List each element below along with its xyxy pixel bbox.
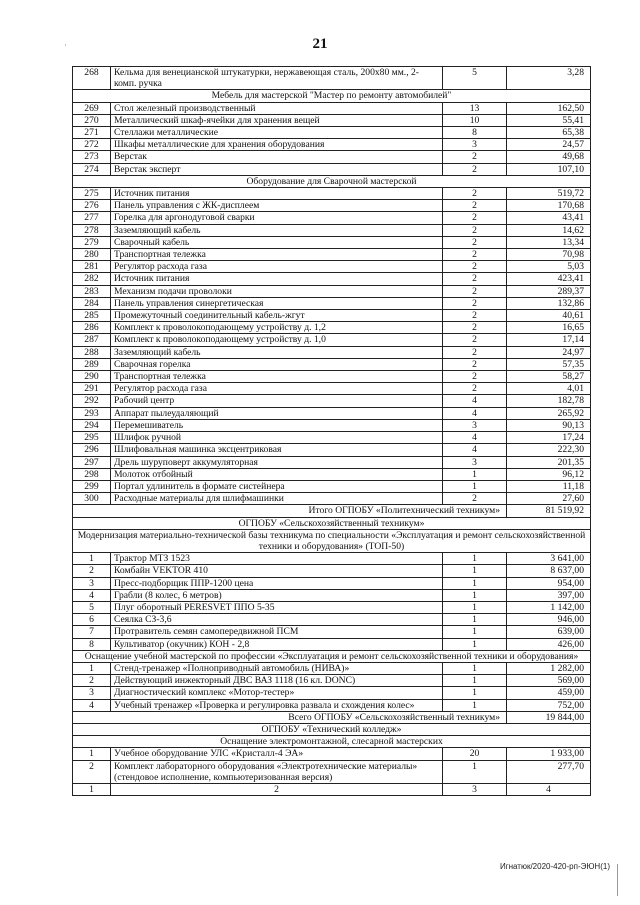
row-number: 287: [73, 334, 111, 346]
item-name: Панель управления синергетическая: [111, 297, 443, 309]
table-row: [73, 444, 591, 456]
item-quantity: 1: [443, 687, 507, 699]
item-name: Транспортная тележка: [111, 371, 443, 383]
row-number: 6: [73, 614, 111, 626]
total-value: 19 844,00: [507, 711, 591, 723]
item-price: 107,10: [507, 163, 591, 175]
item-price: 96,12: [507, 468, 591, 480]
item-quantity: 2: [443, 188, 507, 200]
item-price: 4,01: [507, 383, 591, 395]
row-number: 286: [73, 322, 111, 334]
edge-mark: [617, 864, 618, 896]
item-price: 40,61: [507, 310, 591, 322]
item-price: 55,41: [507, 114, 591, 126]
table-row: [73, 662, 591, 674]
table-row: [73, 139, 591, 151]
item-price: 27,60: [507, 493, 591, 505]
table-row: [73, 383, 591, 395]
item-quantity: 3: [443, 419, 507, 431]
item-quantity: 2: [443, 224, 507, 236]
item-quantity: 4: [443, 432, 507, 444]
page-number: 21: [312, 36, 328, 52]
item-name: Заземляющий кабель: [111, 224, 443, 236]
item-price: 65,38: [507, 127, 591, 139]
item-name: Регулятор расхода газа: [111, 383, 443, 395]
item-price: 639,00: [507, 626, 591, 638]
item-name: Учебное оборудование УЛС «Кристалл-4 ЭА»: [111, 748, 443, 760]
row-number: 1: [73, 748, 111, 760]
total-row: [73, 505, 591, 517]
table-row: [73, 322, 591, 334]
item-name: Стеллажи металлические: [111, 127, 443, 139]
item-name: Комбайн VEKTOR 410: [111, 565, 443, 577]
item-price: 459,00: [507, 687, 591, 699]
item-quantity: 2: [443, 261, 507, 273]
section-heading: Оснащение электромонтажной, слесарной мастерских: [73, 736, 591, 748]
item-quantity: 4: [443, 407, 507, 419]
item-price: 519,72: [507, 188, 591, 200]
item-price: 57,35: [507, 358, 591, 370]
row-number: 4: [73, 699, 111, 711]
item-quantity: 2: [443, 383, 507, 395]
row-number: 2: [73, 760, 111, 783]
table-row: [73, 456, 591, 468]
column-number-row: [73, 783, 591, 795]
item-name: Источник питания: [111, 273, 443, 285]
item-quantity: 2: [443, 358, 507, 370]
row-number: 300: [73, 493, 111, 505]
item-name: Пресс-подборщик ППР-1200 цена: [111, 577, 443, 589]
item-quantity: 1: [443, 577, 507, 589]
row-number: 297: [73, 456, 111, 468]
item-quantity: 1: [443, 601, 507, 613]
row-number: 1: [73, 662, 111, 674]
total-label: Всего ОГПОБУ «Сельскохозяйственный техникум»: [73, 711, 507, 723]
table-row: [73, 127, 591, 139]
total-row: [73, 711, 591, 723]
table-row: [73, 200, 591, 212]
section-heading: ОГПОБУ «Технический колледж»: [73, 723, 591, 735]
row-number: 283: [73, 285, 111, 297]
row-number: 289: [73, 358, 111, 370]
row-number: 2: [73, 565, 111, 577]
item-quantity: 2: [443, 249, 507, 261]
item-quantity: 1: [443, 565, 507, 577]
item-price: 24,57: [507, 139, 591, 151]
item-name: Плуг оборотный PERESVET ППО 5-35: [111, 601, 443, 613]
item-quantity: 2: [443, 297, 507, 309]
item-quantity: 2: [443, 334, 507, 346]
item-name: Заземляющий кабель: [111, 346, 443, 358]
table-row: [73, 614, 591, 626]
item-name: Шлифовальная машинка эксцентриковая: [111, 444, 443, 456]
item-name: Шлифок ручной: [111, 432, 443, 444]
table-row: [73, 102, 591, 114]
item-quantity: 2: [443, 310, 507, 322]
table-row: [73, 407, 591, 419]
item-name: Аппарат пылеудаляющий: [111, 407, 443, 419]
item-quantity: 1: [443, 468, 507, 480]
item-price: 70,98: [507, 249, 591, 261]
section-row: [73, 723, 591, 735]
item-name: Верстак: [111, 151, 443, 163]
item-quantity: 5: [443, 67, 507, 90]
item-quantity: 1: [443, 553, 507, 565]
table-row: [73, 748, 591, 760]
item-name: Кельма для венецианской штукатурки, нержавеющая сталь, 200х80 мм., 2-комп. ручка: [111, 67, 443, 90]
item-name: Культиватор (окучник) КОН - 2,8: [111, 638, 443, 650]
item-name: Транспортная тележка: [111, 249, 443, 261]
item-quantity: 1: [443, 626, 507, 638]
table-row: [73, 553, 591, 565]
table-row: [73, 151, 591, 163]
item-price: 1 142,00: [507, 601, 591, 613]
item-name: Верстак эксперт: [111, 163, 443, 175]
item-quantity: 13: [443, 102, 507, 114]
item-quantity: 1: [443, 638, 507, 650]
item-price: 397,00: [507, 589, 591, 601]
item-name: Трактор МТЗ 1523: [111, 553, 443, 565]
margin-mark: ·: [64, 40, 67, 50]
item-name: Механизм подачи проволоки: [111, 285, 443, 297]
item-name: Панель управления с ЖК-дисплеем: [111, 200, 443, 212]
table-row: [73, 419, 591, 431]
table-row: [73, 589, 591, 601]
table-row: [73, 638, 591, 650]
item-quantity: 1: [443, 480, 507, 492]
column-number: 4: [507, 783, 591, 795]
table-row: [73, 565, 591, 577]
table-row: [73, 346, 591, 358]
row-number: 1: [73, 553, 111, 565]
item-name: Стенд-тренажер «Полноприводный автомобиль (НИВА)»: [111, 662, 443, 674]
section-row: [73, 736, 591, 748]
table-row: [73, 273, 591, 285]
row-number: 294: [73, 419, 111, 431]
table-row: [73, 358, 591, 370]
row-number: 2: [73, 675, 111, 687]
item-price: 58,27: [507, 371, 591, 383]
row-number: 298: [73, 468, 111, 480]
item-name: Дрель шуруповерт аккумуляторная: [111, 456, 443, 468]
item-price: 14,62: [507, 224, 591, 236]
row-number: 282: [73, 273, 111, 285]
item-name: Комплект лабораторного оборудования «Электротехнические материалы» (стендовое исполнение, компьютеризованная версия): [111, 760, 443, 783]
row-number: 269: [73, 102, 111, 114]
item-name: Стол железный производственный: [111, 102, 443, 114]
item-name: Металлический шкаф-ячейки для хранения вещей: [111, 114, 443, 126]
row-number: 290: [73, 371, 111, 383]
item-name: Протравитель семян самопередвижной ПСМ: [111, 626, 443, 638]
item-name: Комплект к проволокоподающему устройству д. 1,2: [111, 322, 443, 334]
item-price: 265,92: [507, 407, 591, 419]
item-quantity: 3: [443, 139, 507, 151]
table-row: [73, 699, 591, 711]
row-number: 280: [73, 249, 111, 261]
table-row: [73, 236, 591, 248]
item-price: 1 282,00: [507, 662, 591, 674]
item-quantity: 2: [443, 212, 507, 224]
item-quantity: 1: [443, 614, 507, 626]
table-row: [73, 395, 591, 407]
item-price: 3 641,00: [507, 553, 591, 565]
total-value: 81 519,92: [507, 505, 591, 517]
item-name: Перемешиватель: [111, 419, 443, 431]
table-row: [73, 480, 591, 492]
item-price: 49,68: [507, 151, 591, 163]
item-quantity: 2: [443, 371, 507, 383]
item-quantity: 2: [443, 151, 507, 163]
section-heading: Оснащение учебной мастерской по профессии «Эксплуатация и ремонт сельскохозяйственной техники и оборудования»: [73, 650, 591, 662]
table-row: [73, 334, 591, 346]
item-price: 16,65: [507, 322, 591, 334]
section-heading: Мебель для мастерской "Мастер по ремонту автомобилей": [73, 90, 591, 102]
item-quantity: 2: [443, 285, 507, 297]
item-price: 17,24: [507, 432, 591, 444]
table-row: [73, 432, 591, 444]
table-row: [73, 371, 591, 383]
item-price: 170,68: [507, 200, 591, 212]
column-number: 2: [111, 783, 443, 795]
row-number: 281: [73, 261, 111, 273]
item-price: 569,00: [507, 675, 591, 687]
row-number: 271: [73, 127, 111, 139]
item-quantity: 1: [443, 589, 507, 601]
item-price: 5,03: [507, 261, 591, 273]
item-price: 8 637,00: [507, 565, 591, 577]
row-number: 293: [73, 407, 111, 419]
column-number: 3: [443, 783, 507, 795]
row-number: 5: [73, 601, 111, 613]
item-quantity: 2: [443, 346, 507, 358]
item-name: Действующий инжекторный ДВС ВАЗ 1118 (16 кл. DONC): [111, 675, 443, 687]
row-number: 272: [73, 139, 111, 151]
item-price: 289,37: [507, 285, 591, 297]
item-price: 752,00: [507, 699, 591, 711]
section-heading: Модернизация материально-технической базы техникума по специальности «Эксплуатация и ремонт сельскохозяйственной техники и оборудования» (ТОП-50): [73, 529, 591, 552]
table-row: [73, 493, 591, 505]
item-price: 277,70: [507, 760, 591, 783]
section-row: [73, 175, 591, 187]
item-quantity: 3: [443, 456, 507, 468]
table-row: [73, 114, 591, 126]
item-quantity: 1: [443, 662, 507, 674]
row-number: 295: [73, 432, 111, 444]
item-quantity: 4: [443, 395, 507, 407]
item-price: 43,41: [507, 212, 591, 224]
section-row: [73, 650, 591, 662]
item-quantity: 1: [443, 675, 507, 687]
table-row: [73, 212, 591, 224]
item-quantity: 2: [443, 273, 507, 285]
item-quantity: 20: [443, 748, 507, 760]
item-name: Грабли (8 колес, 6 метров): [111, 589, 443, 601]
section-heading: ОГПОБУ «Сельскохозяйственный техникум»: [73, 517, 591, 529]
item-quantity: 2: [443, 200, 507, 212]
table-row: [73, 468, 591, 480]
total-label: Итого ОГПОБУ «Политехнический техникум»: [73, 505, 507, 517]
item-price: 954,00: [507, 577, 591, 589]
row-number: 3: [73, 577, 111, 589]
column-number: 1: [73, 783, 111, 795]
table-row: [73, 188, 591, 200]
item-name: Регулятор расхода газа: [111, 261, 443, 273]
item-price: 11,18: [507, 480, 591, 492]
table-row: [73, 760, 591, 783]
item-price: 17,14: [507, 334, 591, 346]
section-row: [73, 529, 591, 552]
row-number: 8: [73, 638, 111, 650]
row-number: 299: [73, 480, 111, 492]
row-number: 292: [73, 395, 111, 407]
table-row: [73, 249, 591, 261]
row-number: 7: [73, 626, 111, 638]
item-name: Источник питания: [111, 188, 443, 200]
row-number: 291: [73, 383, 111, 395]
table-row: [73, 285, 591, 297]
table-row: [73, 67, 591, 90]
item-quantity: 10: [443, 114, 507, 126]
row-number: 273: [73, 151, 111, 163]
table-row: [73, 687, 591, 699]
item-price: 3,28: [507, 67, 591, 90]
table-row: [73, 297, 591, 309]
equipment-table: [72, 66, 591, 796]
item-name: Комплект к проволокоподающему устройству д. 1,0: [111, 334, 443, 346]
item-quantity: 2: [443, 493, 507, 505]
item-price: 13,34: [507, 236, 591, 248]
item-quantity: 2: [443, 322, 507, 334]
row-number: 285: [73, 310, 111, 322]
table-row: [73, 626, 591, 638]
row-number: 276: [73, 200, 111, 212]
item-price: 426,00: [507, 638, 591, 650]
item-price: 423,41: [507, 273, 591, 285]
item-price: 132,86: [507, 297, 591, 309]
item-quantity: 1: [443, 760, 507, 783]
row-number: 275: [73, 188, 111, 200]
item-name: Промежуточный соединительный кабель-жгут: [111, 310, 443, 322]
item-name: Шкафы металлические для хранения оборудования: [111, 139, 443, 151]
table-row: [73, 224, 591, 236]
item-name: Горелка для аргонодуговой сварки: [111, 212, 443, 224]
item-price: 182,78: [507, 395, 591, 407]
row-number: 279: [73, 236, 111, 248]
row-number: 277: [73, 212, 111, 224]
item-price: 201,35: [507, 456, 591, 468]
row-number: 296: [73, 444, 111, 456]
table-row: [73, 577, 591, 589]
item-quantity: 2: [443, 236, 507, 248]
section-row: [73, 517, 591, 529]
item-name: Диагностический комплекс «Мотор-тестер»: [111, 687, 443, 699]
table-row: [73, 675, 591, 687]
item-price: 24,97: [507, 346, 591, 358]
item-name: Молоток отбойный: [111, 468, 443, 480]
footer-code: Игнатюк/2020-420-рп-ЭЮН(1): [499, 862, 610, 871]
item-price: 946,00: [507, 614, 591, 626]
item-price: 90,13: [507, 419, 591, 431]
row-number: 278: [73, 224, 111, 236]
row-number: 268: [73, 67, 111, 90]
item-name: Рабочий центр: [111, 395, 443, 407]
item-quantity: 8: [443, 127, 507, 139]
section-row: [73, 90, 591, 102]
row-number: 274: [73, 163, 111, 175]
item-name: Сварочный кабель: [111, 236, 443, 248]
item-name: Портал удлинитель в формате систейнера: [111, 480, 443, 492]
table-row: [73, 310, 591, 322]
item-quantity: 4: [443, 444, 507, 456]
item-name: Учебный тренажер «Проверка и регулировка развала и схождения колес»: [111, 699, 443, 711]
row-number: 288: [73, 346, 111, 358]
item-quantity: 1: [443, 699, 507, 711]
item-price: 162,50: [507, 102, 591, 114]
item-quantity: 2: [443, 163, 507, 175]
table-row: [73, 261, 591, 273]
row-number: 284: [73, 297, 111, 309]
section-heading: Оборудование для Сварочной мастерской: [73, 175, 591, 187]
table-row: [73, 163, 591, 175]
item-name: Сеялка СЗ-3,6: [111, 614, 443, 626]
row-number: 4: [73, 589, 111, 601]
item-price: 222,30: [507, 444, 591, 456]
item-name: Расходные материалы для шлифмашинки: [111, 493, 443, 505]
item-name: Сварочная горелка: [111, 358, 443, 370]
item-price: 1 933,00: [507, 748, 591, 760]
row-number: 270: [73, 114, 111, 126]
table-row: [73, 601, 591, 613]
row-number: 3: [73, 687, 111, 699]
